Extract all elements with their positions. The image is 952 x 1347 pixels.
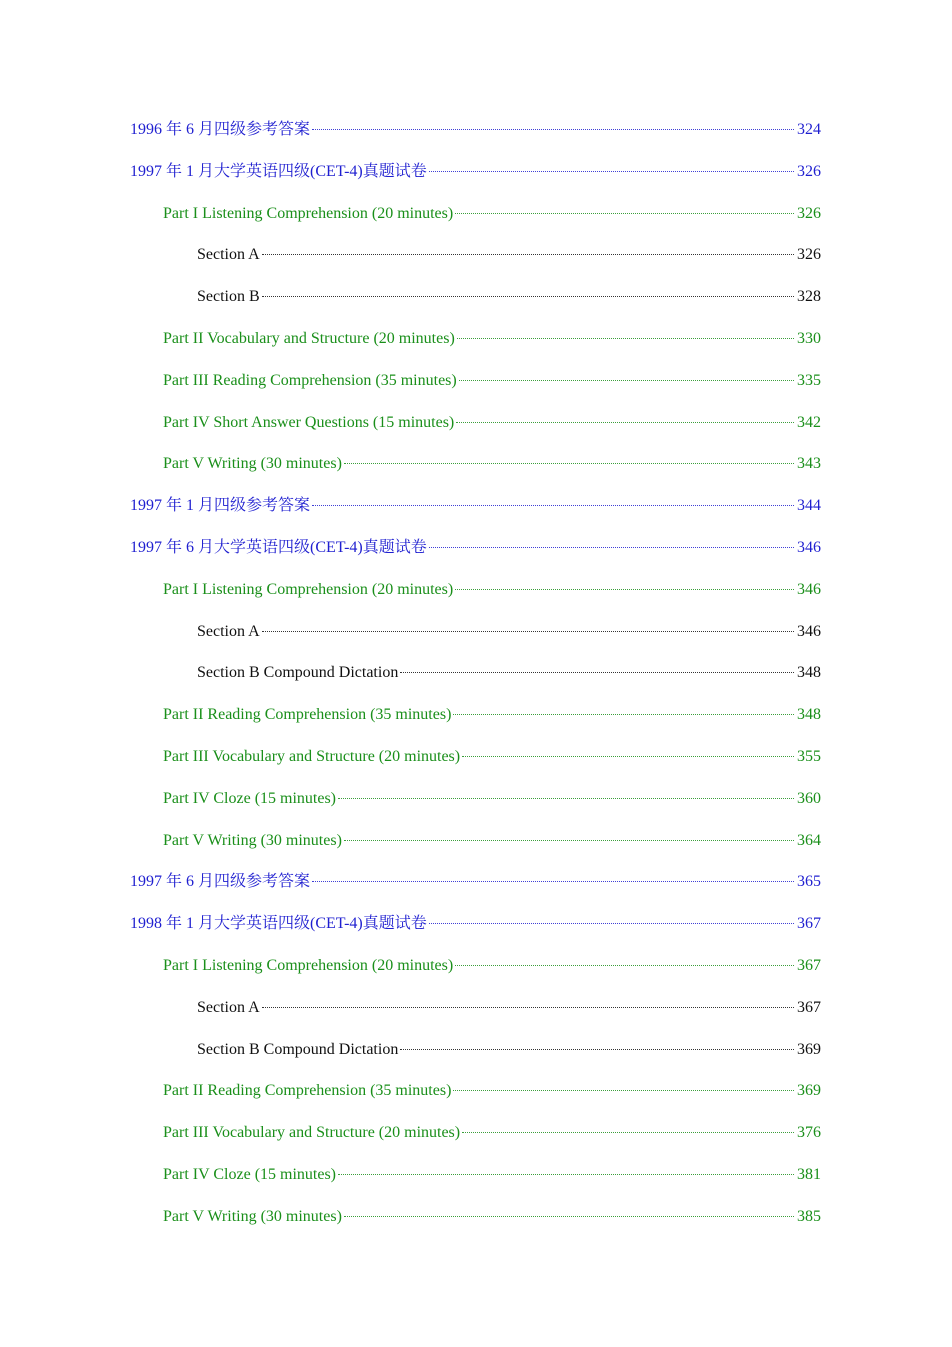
dot-leader: [455, 213, 794, 214]
dot-leader: [400, 1049, 794, 1050]
toc-entry-title: Section A: [197, 246, 260, 264]
toc-entry[interactable]: [163, 204, 821, 224]
dot-leader: [262, 1007, 794, 1008]
toc-entry-page-number: 324: [797, 121, 821, 138]
toc-entry[interactable]: [163, 705, 821, 725]
toc-entry-title: 1997 年 6 月四级参考答案: [130, 873, 311, 891]
toc-entry-title: Part III Vocabulary and Structure (20 minutes): [163, 1124, 461, 1142]
dot-leader: [338, 798, 794, 799]
toc-entry-page-number: 335: [797, 371, 821, 389]
dot-leader: [429, 547, 794, 548]
toc-entry-title: Section A: [197, 998, 260, 1016]
dot-leader: [457, 338, 794, 339]
toc-entry-page-number: 346: [797, 622, 821, 640]
toc-entry-page-number: 348: [797, 664, 821, 682]
dot-leader: [312, 505, 794, 506]
toc-entry[interactable]: [163, 747, 821, 767]
toc-entry[interactable]: [130, 872, 821, 892]
toc-entry-title: Part II Vocabulary and Structure (20 minutes): [163, 330, 455, 347]
toc-entry-title: Section B Compound Dictation: [197, 664, 399, 682]
dot-leader: [429, 171, 794, 172]
toc-entry-page-number: 360: [797, 789, 821, 807]
toc-entry-title: 1997 年 6 月大学英语四级(CET-4)真题试卷: [130, 539, 427, 556]
toc-entry-title: Section B: [197, 288, 260, 306]
toc-entry[interactable]: [130, 496, 821, 516]
toc-entry[interactable]: [130, 162, 821, 182]
toc-entry-title: Part I Listening Comprehension (20 minutes): [163, 204, 454, 222]
toc-entry-title: Section A: [197, 622, 260, 640]
toc-entry[interactable]: [163, 580, 821, 600]
toc-entry[interactable]: [130, 914, 821, 934]
dot-leader: [429, 923, 794, 924]
dot-leader: [462, 756, 794, 757]
toc-entry-page-number: 330: [797, 330, 821, 347]
dot-leader: [262, 254, 794, 255]
dot-leader: [462, 1132, 794, 1133]
toc-entry[interactable]: [130, 120, 821, 140]
toc-entry-title: Part II Reading Comprehension (35 minutes): [163, 706, 452, 724]
toc-entry-title: Part III Reading Comprehension (35 minutes): [163, 371, 457, 389]
toc-entry[interactable]: [197, 1040, 821, 1060]
toc-entry-title: 1997 年 1 月四级参考答案: [130, 497, 311, 515]
toc-entry-page-number: 343: [797, 455, 821, 473]
toc-entry-title: Part V Writing (30 minutes): [163, 1207, 342, 1225]
toc-entry-page-number: 367: [797, 957, 821, 974]
toc-entry-page-number: 369: [797, 1040, 821, 1058]
toc-entry-page-number: 385: [797, 1207, 821, 1225]
toc-entry-page-number: 355: [797, 748, 821, 765]
toc-entry-page-number: 342: [797, 413, 821, 431]
toc-entry[interactable]: [163, 1207, 821, 1227]
toc-entry-title: 1996 年 6 月四级参考答案: [130, 121, 311, 138]
toc-entry-title: Part V Writing (30 minutes): [163, 831, 342, 849]
dot-leader: [344, 463, 794, 464]
toc-entry[interactable]: [197, 245, 821, 265]
toc-entry-title: Part II Reading Comprehension (35 minutes): [163, 1082, 452, 1100]
toc-entry[interactable]: [163, 1081, 821, 1101]
dot-leader: [262, 296, 794, 297]
toc-entry-title: 1998 年 1 月大学英语四级(CET-4)真题试卷: [130, 915, 427, 933]
toc-entry[interactable]: [163, 956, 821, 976]
toc-entry-page-number: 365: [797, 873, 821, 891]
toc-entry-page-number: 381: [797, 1166, 821, 1183]
toc-entry[interactable]: [163, 1123, 821, 1143]
toc-entry-page-number: 367: [797, 998, 821, 1016]
toc-entry-title: Part IV Cloze (15 minutes): [163, 1166, 337, 1183]
toc-entry-page-number: 369: [797, 1082, 821, 1100]
toc-entry-title: Part IV Short Answer Questions (15 minutes): [163, 413, 455, 431]
dot-leader: [312, 129, 794, 130]
toc-entry[interactable]: [163, 371, 821, 391]
toc-entry-title: Part III Vocabulary and Structure (20 minutes): [163, 748, 461, 765]
toc-entry-page-number: 367: [797, 915, 821, 933]
dot-leader: [453, 1090, 794, 1091]
toc-entry-page-number: 346: [797, 539, 821, 556]
toc-entry-page-number: 348: [797, 706, 821, 724]
dot-leader: [456, 422, 794, 423]
dot-leader: [262, 631, 794, 632]
toc-entry-title: Part I Listening Comprehension (20 minutes): [163, 957, 454, 974]
toc-entry-page-number: 364: [797, 831, 821, 849]
toc-entry[interactable]: [163, 454, 821, 474]
toc-entry[interactable]: [163, 413, 821, 433]
dot-leader: [344, 840, 794, 841]
toc-entry-page-number: 326: [797, 162, 821, 180]
toc-entry-page-number: 346: [797, 580, 821, 598]
toc-entry[interactable]: [197, 622, 821, 642]
dot-leader: [455, 589, 794, 590]
dot-leader: [312, 881, 794, 882]
toc-entry[interactable]: [197, 287, 821, 307]
toc-entry-page-number: 344: [797, 497, 821, 515]
toc-entry-title: 1997 年 1 月大学英语四级(CET-4)真题试卷: [130, 162, 427, 180]
toc-entry[interactable]: [163, 329, 821, 349]
toc-entry-page-number: 376: [797, 1124, 821, 1142]
toc-entry-page-number: 326: [797, 204, 821, 222]
toc-entry[interactable]: [197, 663, 821, 683]
toc-entry-title: Section B Compound Dictation: [197, 1040, 399, 1058]
dot-leader: [453, 714, 794, 715]
toc-entry[interactable]: [163, 831, 821, 851]
toc-entry[interactable]: [130, 538, 821, 558]
dot-leader: [455, 965, 794, 966]
toc-entry-page-number: 326: [797, 246, 821, 264]
dot-leader: [400, 672, 794, 673]
toc-entry[interactable]: [163, 789, 821, 809]
toc-entry-page-number: 328: [797, 288, 821, 306]
toc-entry[interactable]: [197, 998, 821, 1018]
toc-entry-title: Part V Writing (30 minutes): [163, 455, 342, 473]
toc-entry-title: Part I Listening Comprehension (20 minutes): [163, 580, 454, 598]
dot-leader: [344, 1216, 794, 1217]
toc-entry[interactable]: [163, 1165, 821, 1185]
dot-leader: [338, 1174, 794, 1175]
dot-leader: [459, 380, 794, 381]
toc-entry-title: Part IV Cloze (15 minutes): [163, 789, 337, 807]
